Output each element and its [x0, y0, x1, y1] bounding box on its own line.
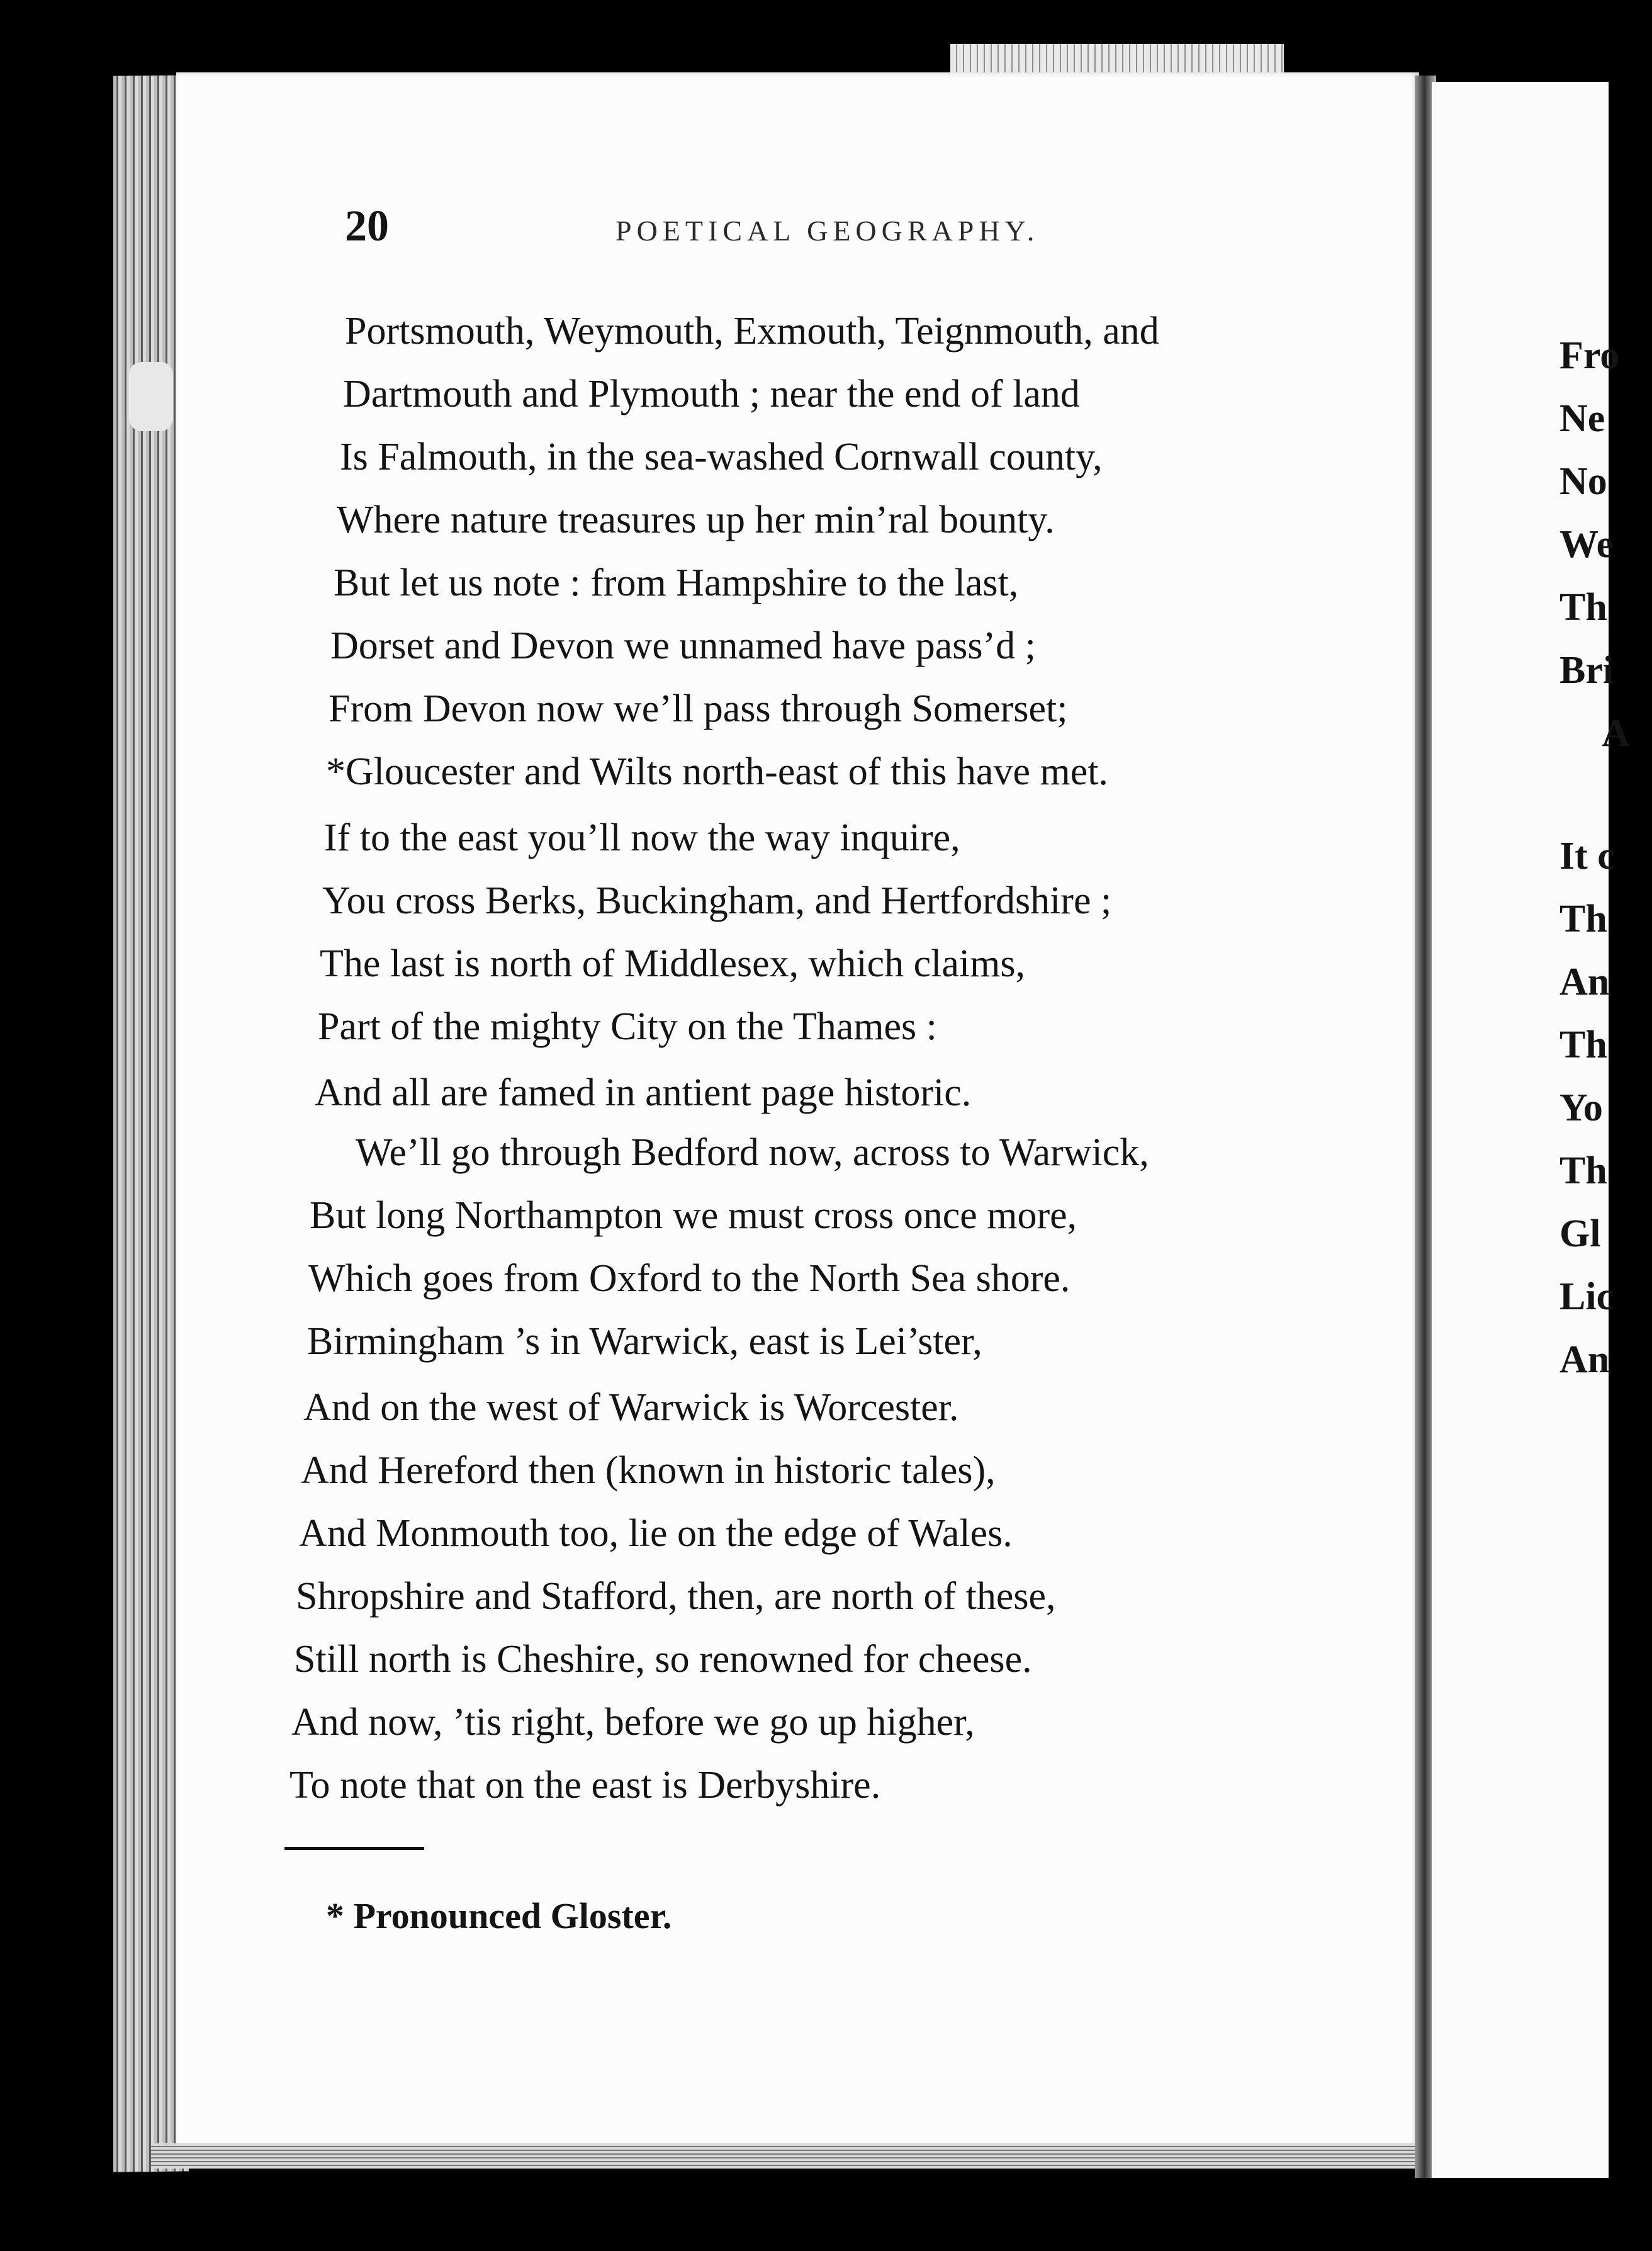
poem-line: And on the west of Warwick is Worcester.: [303, 1386, 959, 1429]
poem-line: If to the east you’ll now the way inquire,: [324, 816, 960, 859]
poem-line: From Devon now we’ll pass through Somerset;: [329, 687, 1068, 730]
facing-line-fragment: Bri: [1559, 649, 1614, 692]
running-head: [345, 201, 1050, 258]
facing-line-fragment: No: [1559, 460, 1607, 503]
facing-line-fragment: Fro: [1559, 334, 1620, 377]
poem-line: Shropshire and Stafford, then, are north of these,: [296, 1575, 1056, 1618]
page-bottom-edge: [151, 2143, 1422, 2169]
poem-line: The last is north of Middlesex, which claims,: [320, 942, 1025, 985]
footnote: * Pronounced Gloster.: [326, 1895, 672, 1936]
poem-line: And all are famed in antient page historic.: [315, 1071, 972, 1114]
page-stain: [129, 362, 173, 431]
facing-line-fragment: Yo: [1559, 1086, 1603, 1129]
poem-line: Birmingham ’s in Warwick, east is Lei’ster,: [307, 1320, 982, 1363]
poem-line: *Gloucester and Wilts north-east of this have met.: [326, 750, 1108, 793]
facing-line-fragment: A: [1602, 712, 1630, 755]
footnote-rule: [284, 1847, 424, 1850]
poem-line: And now, ’tis right, before we go up higher,: [291, 1701, 975, 1744]
facing-line-fragment: An: [1559, 961, 1610, 1003]
book-top-edge: [950, 44, 1284, 73]
facing-line-fragment: Gl: [1559, 1212, 1601, 1255]
running-title: POETICAL GEOGRAPHY.: [615, 215, 1040, 247]
poem-line: Dartmouth and Plymouth ; near the end of land: [343, 373, 1080, 415]
poem-line: Still north is Cheshire, so renowned for cheese.: [294, 1638, 1032, 1681]
poem-line: Which goes from Oxford to the North Sea shore.: [308, 1257, 1070, 1300]
poem-line: You cross Berks, Buckingham, and Hertfordshire ;: [322, 879, 1112, 922]
facing-line-fragment: An: [1559, 1338, 1610, 1381]
poem-line: And Monmouth too, lie on the edge of Wales.: [299, 1512, 1013, 1555]
poem-line: We’ll go through Bedford now, across to Warwick,: [356, 1131, 1149, 1174]
facing-line-fragment: We: [1559, 523, 1614, 566]
poem-line: Dorset and Devon we unnamed have pass’d ;: [330, 624, 1036, 667]
facing-line-fragment: It c: [1559, 835, 1615, 877]
facing-line-fragment: Th: [1559, 1024, 1607, 1066]
facing-line-fragment: Th: [1559, 1149, 1607, 1192]
poem-line: But let us note : from Hampshire to the last,: [334, 561, 1019, 604]
facing-line-fragment: Th: [1559, 586, 1607, 629]
poem-line: And Hereford then (known in historic tales),: [301, 1449, 996, 1492]
poem-line: Is Falmouth, in the sea-washed Cornwall county,: [340, 436, 1103, 478]
poem-line: To note that on the east is Derbyshire.: [289, 1764, 881, 1807]
page-number: 20: [345, 202, 389, 251]
poem-line: But long Northampton we must cross once more,: [310, 1194, 1077, 1237]
facing-line-fragment: Ne: [1559, 397, 1605, 440]
poem-line: Part of the mighty City on the Thames :: [318, 1005, 937, 1048]
poem-line: Portsmouth, Weymouth, Exmouth, Teignmouth, and: [345, 310, 1159, 353]
poem-line: Where nature treasures up her min’ral bounty.: [337, 499, 1055, 541]
facing-line-fragment: Th: [1559, 898, 1607, 940]
facing-line-fragment: Lic: [1559, 1275, 1614, 1318]
